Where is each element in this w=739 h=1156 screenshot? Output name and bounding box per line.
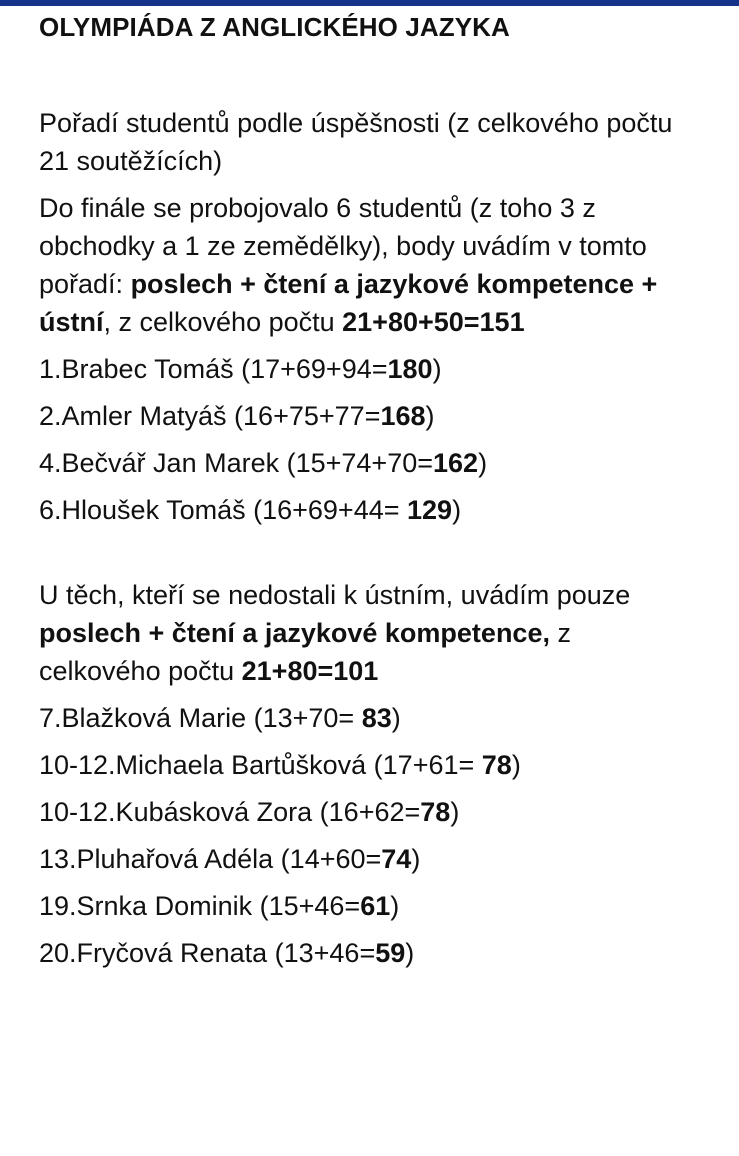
finals-criteria: poslech + čtení a jazykové kompetence + ústní bbox=[39, 269, 658, 337]
result-close: ) bbox=[391, 703, 401, 733]
result-entry: 13.Pluhařová Adéla (14+60= bbox=[39, 844, 382, 874]
result-entry: 2.Amler Matyáš (16+75+77= bbox=[39, 401, 381, 431]
page-title: OLYMPIÁDA Z ANGLICKÉHO JAZYKA bbox=[39, 12, 510, 42]
list-item bbox=[39, 887, 699, 925]
finalists-list bbox=[39, 350, 699, 529]
result-entry: 6.Hloušek Tomáš (16+69+44= bbox=[39, 495, 407, 525]
result-entry: 10-12.Michaela Bartůšková (17+61= bbox=[39, 750, 482, 780]
non-oral-criteria: poslech + čtení a jazykové kompetence, bbox=[39, 618, 550, 648]
others-list bbox=[39, 699, 699, 972]
intro-text: Pořadí studentů podle úspěšnosti (z celkového počtu 21 soutěžících) bbox=[39, 108, 673, 176]
result-close: ) bbox=[478, 448, 488, 478]
result-entry: 1.Brabec Tomáš (17+69+94= bbox=[39, 354, 388, 384]
result-total: 168 bbox=[380, 401, 426, 431]
result-entry: 7.Blažková Marie (13+70= bbox=[39, 703, 362, 733]
finals-max-points: 21+80+50=151 bbox=[342, 307, 525, 337]
result-total: 180 bbox=[387, 354, 433, 384]
result-close: ) bbox=[411, 844, 421, 874]
non-oral-text-b: z celkového počtu bbox=[39, 618, 571, 686]
result-entry: 10-12.Kubásková Zora (16+62= bbox=[39, 797, 421, 827]
top-accent-bar bbox=[0, 0, 739, 6]
result-total: 61 bbox=[360, 891, 391, 921]
result-entry: 19.Srnka Dominik (15+46= bbox=[39, 891, 361, 921]
result-close: ) bbox=[432, 354, 442, 384]
result-total: 59 bbox=[375, 938, 406, 968]
non-oral-max-points: 21+80=101 bbox=[241, 656, 379, 686]
result-total: 162 bbox=[433, 448, 479, 478]
list-item bbox=[39, 699, 699, 737]
non-oral-text-a: U těch, kteří se nedostali k ústním, uvádím pouze bbox=[39, 580, 631, 610]
non-oral-description bbox=[39, 576, 699, 690]
result-entry: 4.Bečvář Jan Marek (15+74+70= bbox=[39, 448, 433, 478]
list-item bbox=[39, 491, 699, 529]
list-item bbox=[39, 444, 699, 482]
finals-description bbox=[39, 189, 699, 341]
list-item bbox=[39, 934, 699, 972]
list-item bbox=[39, 793, 699, 831]
list-item bbox=[39, 350, 699, 388]
document-body bbox=[39, 10, 699, 972]
result-total: 78 bbox=[420, 797, 451, 827]
list-item bbox=[39, 397, 699, 435]
list-item bbox=[39, 840, 699, 878]
result-close: ) bbox=[452, 495, 462, 525]
result-total: 78 bbox=[481, 750, 512, 780]
result-close: ) bbox=[511, 750, 521, 780]
finals-text-b: , z celkového počtu bbox=[103, 307, 343, 337]
finals-text-a: Do finále se probojovalo 6 studentů (z toho 3 z obchodky a 1 ze zemědělky), body uvádím v tomto pořadí: bbox=[39, 193, 647, 299]
result-close: ) bbox=[450, 797, 460, 827]
result-close: ) bbox=[390, 891, 400, 921]
result-total: 83 bbox=[361, 703, 392, 733]
result-close: ) bbox=[425, 401, 435, 431]
result-entry: 20.Fryčová Renata (13+46= bbox=[39, 938, 376, 968]
result-total: 74 bbox=[381, 844, 412, 874]
result-close: ) bbox=[405, 938, 415, 968]
list-item bbox=[39, 746, 699, 784]
result-total: 129 bbox=[407, 495, 453, 525]
